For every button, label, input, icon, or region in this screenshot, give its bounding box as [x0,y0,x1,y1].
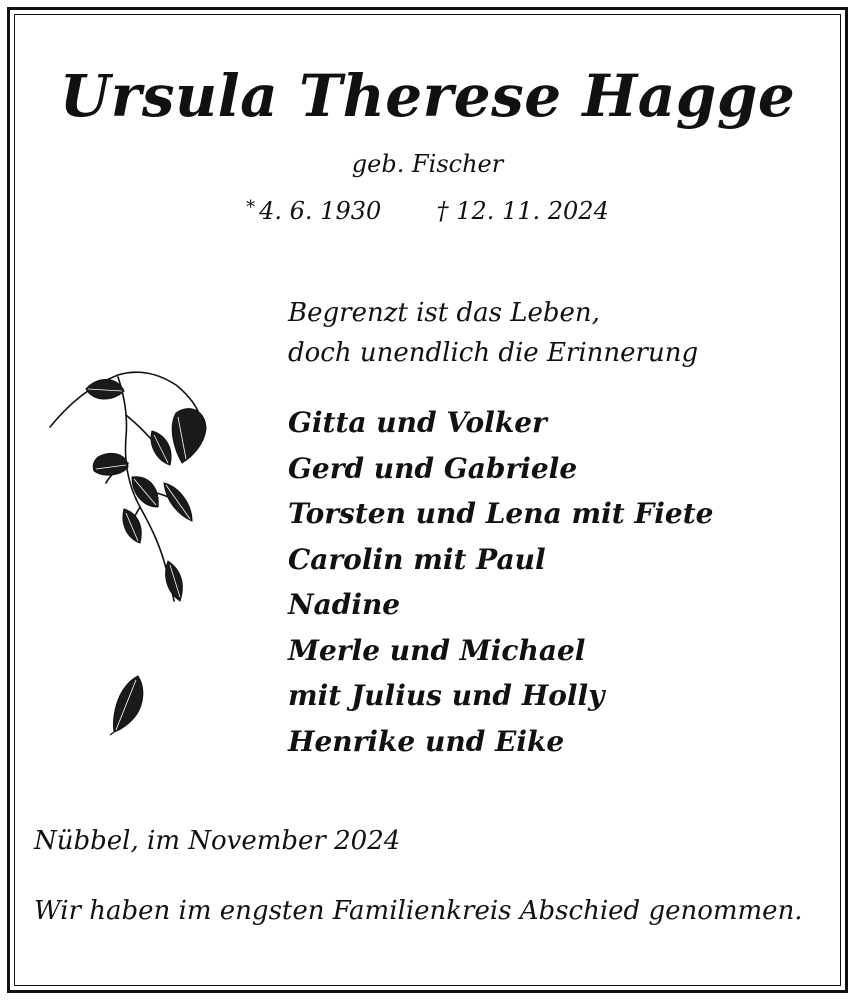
quote-line: doch unendlich die Erinnerung [288,338,699,368]
mourners-list [288,400,713,764]
mourner-entry: mit Julius und Holly [288,679,605,712]
mourner-entry: Carolin mit Paul [288,542,546,576]
life-dates [0,197,855,225]
memorial-quote [288,293,698,373]
quote-line: Begrenzt ist das Leben, [288,298,600,328]
mourner-entry: Merle und Michael [288,633,586,667]
maiden-name: geb. Fischer [351,150,504,178]
mourner-entry: Torsten und Lena mit Fiete [288,497,714,530]
mourner-entry: Gitta und Volker [288,406,547,439]
falling-leaf-icon [108,672,148,736]
death-date: † 12. 11. 2024 [436,197,609,225]
closing-statement: Wir haben im engsten Familienkreis Abschied genommen. [34,896,803,926]
place-and-date: Nübbel, im November 2024 [34,826,401,856]
mourner-entry: Gerd und Gabriele [288,451,578,485]
birth-date-group [246,197,381,225]
mourner-entry: Nadine [288,588,401,621]
mourner-entry: Henrike und Eike [288,724,565,758]
birth-date: 4. 6. 1930 [259,197,382,225]
birch-branch-icon [48,365,218,615]
deceased-name: Ursula Therese Hagge [59,62,796,130]
birth-symbol: * [246,197,256,218]
